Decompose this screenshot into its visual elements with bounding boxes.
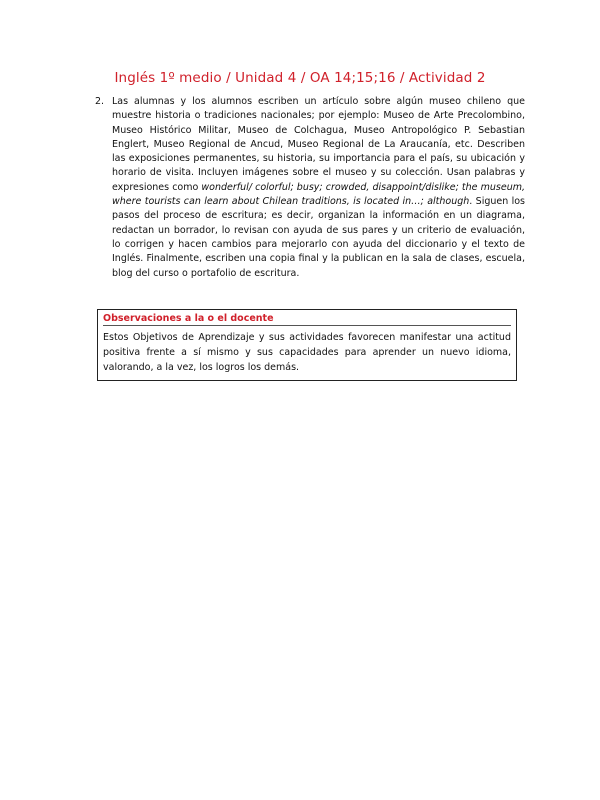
activity-text-expressions: wonderful/ colorful; busy; crowded, disappoint/dislike; the museum, where tourists can learn about Chilean traditions, is located in…; although [112, 181, 525, 208]
activity-text-end: . Siguen los pasos del proceso de escritura; es decir, organizan la información en un diagrama, redactan un borrador, lo revisan con ayuda de sus pares y un criterio de evaluación, lo corrigen y hacen cambios para mejorarlo con ayuda del diccionario y el texto de Inglés. Finalmente, escriben una copia final y la publican en la sala de clases, escuela, blog del curso o portafolio de escritura. [112, 196, 525, 279]
activity-text-start: Las alumnas y los alumnos escriben un artículo sobre algún museo chileno que muestre historia o tradiciones nacionales; por ejemplo: Museo de Arte Precolombino, Museo Histórico Militar, Museo de Colchagua, Museo Antropológico P. Sebastian Englert, Museo Regional de Ancud, Museo Regional de La Araucanía, etc. Describen las exposiciones permanentes, su historia, su importancia para el país, su ubicación y horario de visita. Incluyen imágenes sobre el museo y su colección. Usan palabras y expresiones como [112, 96, 525, 193]
page-title: Inglés 1º medio / Unidad 4 / OA 14;15;16 / Actividad 2 [114, 70, 486, 86]
teacher-notes-heading: Observaciones a la o el docente [103, 312, 511, 326]
activity-description [112, 95, 525, 281]
activity-item [95, 95, 525, 281]
teacher-notes-box [97, 309, 517, 381]
teacher-notes-text: Estos Objetivos de Aprendizaje y sus actividades favorecen manifestar una actitud positiva frente a sí mismo y sus capacidades para aprender un nuevo idioma, valorando, a la vez, los logros los demás. [103, 332, 511, 373]
activity-number: 2. [95, 96, 105, 107]
